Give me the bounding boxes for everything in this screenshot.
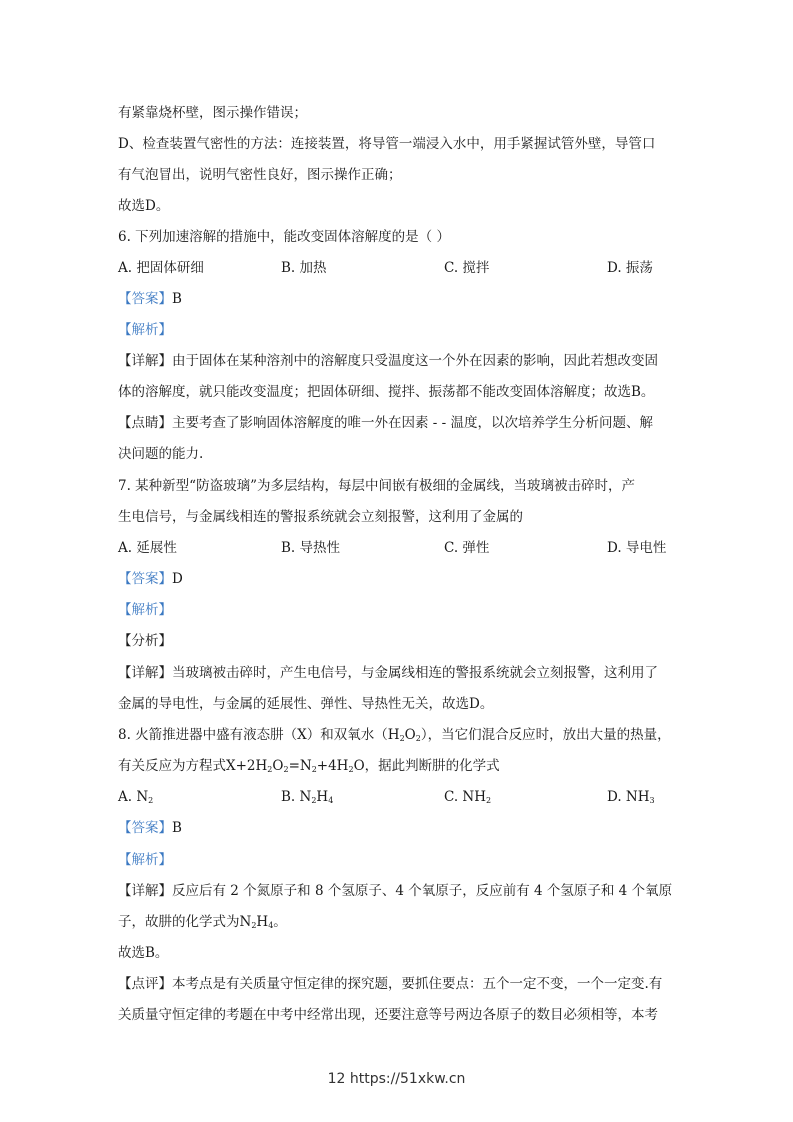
review-line — [118, 975, 662, 993]
subscript: 2 — [251, 921, 257, 930]
note-tag: 【点睛】 — [118, 415, 172, 431]
answer-line — [118, 290, 182, 308]
review-tag: 【点评】 — [118, 976, 172, 992]
conclusion-line: 故选B。 — [118, 945, 169, 961]
option-d: D. 导电性 — [607, 540, 667, 556]
option-text: B. N — [281, 789, 312, 805]
stem-part: O — [272, 758, 284, 774]
answer-tag: 【答案】 — [118, 820, 172, 836]
option-c: C. 搅拌 — [444, 260, 490, 276]
fenxi-tag: 【分析】 — [118, 633, 172, 649]
option-text: H — [316, 789, 329, 805]
detail-line — [118, 664, 658, 682]
analysis-line — [118, 321, 172, 339]
stem-part: =N — [288, 758, 312, 774]
detail-tag: 【详解】 — [118, 353, 172, 369]
answer-value: D — [172, 571, 183, 587]
detail-line — [118, 882, 672, 900]
option-a: A. 把固体研细 — [118, 260, 204, 276]
detail-text: 由于固体在某种溶剂中的溶解度只受温度这一个外在因素的影响，因此若想改变固 — [172, 353, 658, 369]
detail-part: 。 — [273, 914, 287, 930]
detail-tag: 【详解】 — [118, 883, 172, 899]
option-text: A. N — [118, 789, 149, 805]
option-a: A. 延展性 — [118, 540, 177, 556]
analysis-line — [118, 601, 172, 619]
answer-tag: 【答案】 — [118, 571, 172, 587]
question-7-stem: 7. 某种新型“防盗玻璃”为多层结构，每层中间嵌有极细的金属线，当玻璃被击碎时，产 — [118, 478, 635, 494]
subscript: 2 — [148, 796, 154, 805]
stem-part: 有关反应为方程式X+2H — [118, 758, 268, 774]
detail-part: 子，故肼的化学式为N — [118, 914, 252, 930]
option-text: C. NH — [444, 789, 487, 805]
analysis-tag: 【解析】 — [118, 322, 172, 338]
subscript: 2 — [486, 796, 492, 805]
subscript: 3 — [649, 796, 655, 805]
text-line: 故选D。 — [118, 198, 170, 214]
option-c: C. 弹性 — [444, 540, 490, 556]
question-8-stem — [118, 757, 500, 775]
page-footer: 12 https://51xkw.cn — [327, 1071, 466, 1087]
text-line: 有紧靠烧杯壁，图示操作错误； — [118, 105, 307, 121]
answer-tag: 【答案】 — [118, 291, 172, 307]
subscript: 4 — [268, 921, 274, 930]
answer-value: B — [172, 291, 182, 307]
stem-part: O — [404, 727, 416, 743]
option-b: B. 导热性 — [281, 540, 341, 556]
option-c — [444, 788, 491, 806]
detail-line — [118, 352, 658, 370]
detail-text: 当玻璃被击碎时，产生电信号，与金属线相连的警报系统就会立刻报警，这利用了 — [172, 665, 658, 681]
stem-part: ），当它们混合反应时，放出大量的热量， — [420, 727, 671, 743]
review-text: 本考点是有关质量守恒定律的探究题，要抓住要点：五个一定不变，一个一定变.有 — [172, 976, 663, 992]
option-b — [281, 788, 333, 806]
detail-line: 体的溶解度，就只能改变温度；把固体研细、搅拌、振荡都不能改变固体溶解度；故选B。 — [118, 384, 655, 400]
subscript: 2 — [348, 765, 354, 774]
detail-text: 反应后有 2 个氮原子和 8 个氢原子、4 个氧原子，反应前有 4 个氢原子和 4 个氧原 — [172, 883, 673, 899]
answer-value: B — [172, 820, 182, 836]
detail-tag: 【详解】 — [118, 665, 172, 681]
option-d: D. 振荡 — [607, 260, 653, 276]
answer-line — [118, 570, 183, 588]
subscript: 2 — [267, 765, 273, 774]
subscript: 2 — [399, 734, 405, 743]
detail-part: H — [256, 914, 269, 930]
option-b: B. 加热 — [281, 260, 327, 276]
analysis-tag: 【解析】 — [118, 852, 172, 868]
subscript: 2 — [415, 734, 421, 743]
subscript: 2 — [311, 765, 317, 774]
stem-part: +4H — [316, 758, 349, 774]
question-8-stem — [118, 726, 671, 744]
subscript: 2 — [311, 796, 317, 805]
subscript: 4 — [328, 796, 334, 805]
question-7-stem: 生电信号，与金属线相连的警报系统就会立刻报警，这利用了金属的 — [118, 509, 523, 525]
text-line: 有气泡冒出，说明气密性良好，图示操作正确； — [118, 167, 402, 183]
question-6-stem: 6. 下列加速溶解的措施中，能改变固体溶解度的是（ ） — [118, 229, 450, 245]
detail-line: 金属的导电性，与金属的延展性、弹性、导热性无关，故选D。 — [118, 696, 494, 712]
answer-line — [118, 819, 182, 837]
stem-part: O，据此判断肼的化学式 — [353, 758, 500, 774]
detail-line — [118, 913, 287, 931]
review-line: 关质量守恒定律的考题在中考中经常出现，还要注意等号两边各原子的数目必须相等，本考 — [118, 1007, 658, 1023]
option-d — [607, 788, 655, 806]
analysis-tag: 【解析】 — [118, 602, 172, 618]
analysis-line — [118, 851, 172, 869]
note-line — [118, 414, 653, 432]
subscript: 2 — [283, 765, 289, 774]
fenxi-line — [118, 632, 172, 650]
note-line: 决问题的能力. — [118, 446, 204, 462]
stem-part: 8. 火箭推进器中盛有液态肼（X）和双氧水（H — [118, 727, 400, 743]
option-text: D. NH — [607, 789, 650, 805]
option-a — [118, 788, 153, 806]
note-text: 主要考查了影响固体溶解度的唯一外在因素 - - 温度，以次培养学生分析问题、解 — [172, 415, 653, 431]
text-line: D、检查装置气密性的方法：连接装置，将导管一端浸入水中，用手紧握试管外壁，导管口 — [118, 136, 656, 152]
